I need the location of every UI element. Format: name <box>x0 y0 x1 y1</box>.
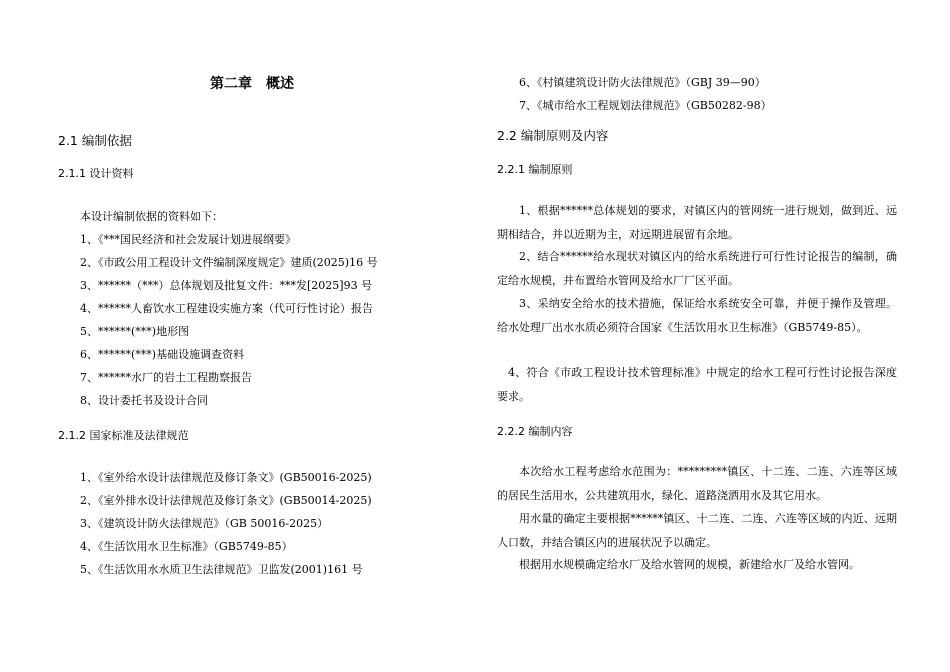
content-paragraph: 根据用水规模确定给水厂及给水管网的规模，新建给水厂及给水管网。 <box>519 558 860 571</box>
standard-item: 2、《室外排水设计法律规范及修订条文》(GB50014-2025) <box>80 494 372 507</box>
section-heading-2-1: 2.1 编制依据 <box>58 133 132 148</box>
standard-item: 7、《城市给水工程规划法律规范》（GB50282-98） <box>519 99 772 112</box>
standard-item: 5、《生活饮用水水质卫生法律规范》卫监发(2001)161 号 <box>80 563 363 576</box>
standard-item: 1、《室外给水设计法律规范及修订条文》(GB50016-2025) <box>80 471 372 484</box>
intro-text: 本设计编制依据的资料如下： <box>80 210 223 223</box>
chapter-title: 第二章 概述 <box>210 76 294 92</box>
basis-item: 7、******水厂的岩土工程勘察报告 <box>80 371 252 384</box>
basis-item: 1、《***国民经济和社会发展计划进展纲要》 <box>80 233 296 246</box>
basis-item: 6、******(***)基础设施调查资料 <box>80 348 245 361</box>
section-heading-2-1-1: 2.1.1 设计资料 <box>58 167 134 180</box>
principle-paragraph: 1、根据******总体规划的要求，对镇区内的管网统一进行规划，做到近、远期相结合，并以近期为主，对远期进展留有余地。 <box>497 204 897 241</box>
standard-item: 4、《生活饮用水卫生标准》（GB5749-85） <box>80 540 293 553</box>
section-heading-2-2-2: 2.2.2 编制内容 <box>497 425 573 438</box>
standard-item: 3、《建筑设计防火法律规范》（GB 50016-2025） <box>80 517 329 530</box>
principle-paragraph: 3、采纳安全给水的技术措施，保证给水系统安全可靠，并便于操作及管理。给水处理厂出水水质必须符合国家《生活饮用水卫生标准》（GB5749-85）。 <box>497 297 897 334</box>
section-heading-2-2-1: 2.2.1 编制原则 <box>497 163 573 176</box>
content-paragraph: 本次给水工程考虑给水范围为：*********镇区、十二连、二连、六连等区域的居民生活用水，公共建筑用水，绿化、道路浇洒用水及其它用水。 <box>497 465 897 502</box>
principle-paragraph: 2、结合******给水现状对镇区内的给水系统进行可行性讨论报告的编制，确定给水规模，并布置给水管网及给水厂厂区平面。 <box>497 250 897 287</box>
section-heading-2-2: 2.2 编制原则及内容 <box>497 128 609 143</box>
basis-item: 3、******（***）总体规划及批复文件：***发[2025]93 号 <box>80 279 373 292</box>
basis-item: 8、设计委托书及设计合同 <box>80 394 208 407</box>
standard-item: 6、《村镇建筑设计防火法律规范》（GBJ 39—90） <box>519 76 766 89</box>
principle-paragraph: 4、符合《市政工程设计技术管理标准》中规定的给水工程可行性讨论报告深度要求。 <box>497 366 897 403</box>
content-paragraph: 用水量的确定主要根据******镇区、十二连、二连、六连等区域的内近、远期人口数，并结合镇区内的进展状况予以确定。 <box>497 512 897 549</box>
basis-item: 4、******人畜饮水工程建设实施方案（代可行性讨论）报告 <box>80 302 373 315</box>
basis-item: 2、《市政公用工程设计文件编制深度规定》建质(2025)16 号 <box>80 256 378 269</box>
section-heading-2-1-2: 2.1.2 国家标准及法律规范 <box>58 429 189 442</box>
basis-item: 5、******(***)地形图 <box>80 325 190 338</box>
